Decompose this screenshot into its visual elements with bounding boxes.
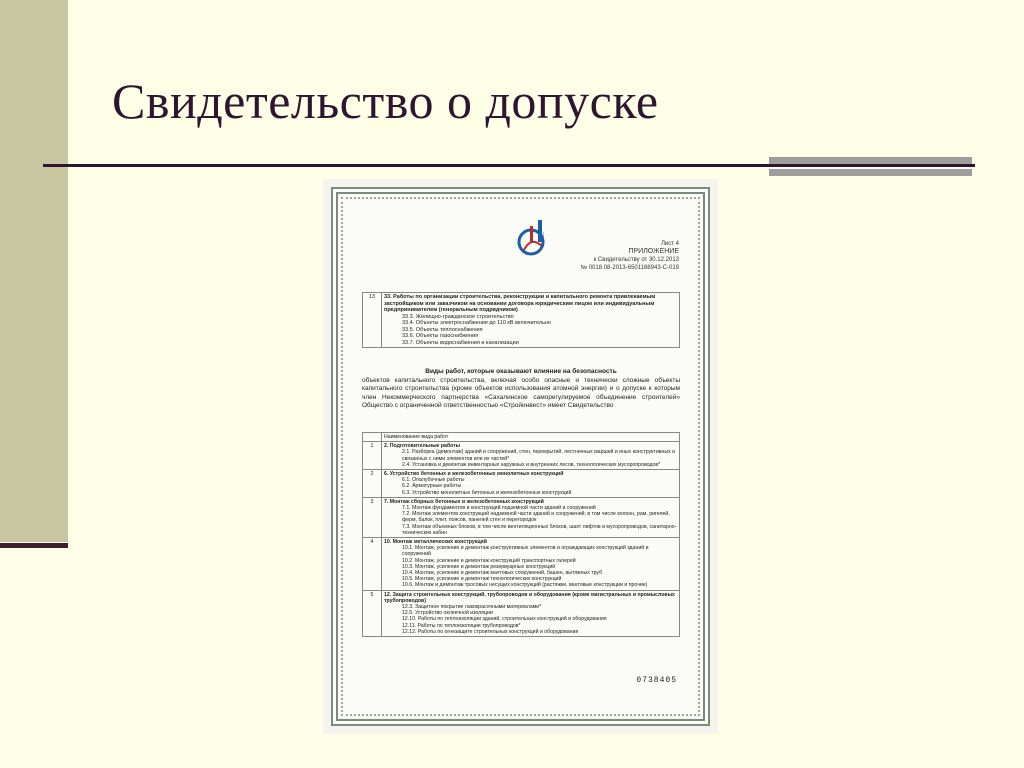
title-rule-grey-top <box>769 157 972 164</box>
row-content <box>382 497 680 537</box>
logo-text: СЕРОС <box>540 231 545 246</box>
row-item: 33.6. Объекты газоснабжения <box>402 333 479 339</box>
title-rule-grey-bottom <box>769 169 972 176</box>
cert-date: к Свидетельству от 30.12.2013 <box>593 257 679 263</box>
left-decor-band <box>0 0 68 542</box>
row-title: 2. Подготовительные работы <box>384 443 461 450</box>
row-item: 2.4. Установка и демонтаж инвентарных наружных и внутренних лесов, технологических мусоропроводов* <box>402 461 661 468</box>
row-content <box>382 470 680 498</box>
slide-title: Свидетельство о допуске <box>112 73 659 129</box>
row-item: 7.3. Монтаж объемных блоков, в том числе вентиляционных блоков, шахт лифтов и мусоропроводов, санитарно-технических кабин <box>402 523 677 536</box>
works-table-1 <box>362 292 680 348</box>
row-number: 4 <box>363 538 382 591</box>
row-title: 12. Защита строительных конструкций, трубопроводов и оборудования (кроме магистральных и промысловых трубопроводов) <box>384 591 675 604</box>
row-item: 10.5. Монтаж, усиление и демонтаж технологических конструкций <box>402 576 562 583</box>
row-item: 6.1. Опалубочные работы <box>402 477 465 484</box>
row-item: 6.3. Устройство монолитных бетонных и железобетонных конструкций <box>402 489 572 496</box>
row-item: 33.3. Жилищно-гражданское строительство <box>402 313 514 320</box>
appendix-label: ПРИЛОЖЕНИЕ <box>628 248 679 255</box>
row-number: 5 <box>363 590 382 636</box>
row-number: 2 <box>363 470 382 498</box>
row-content <box>382 538 680 591</box>
safety-text: объектов капитального строительства, включая особо опасные и технически сложные объекты капитального строительства (кроме объектов использования атомной энергии) и о допуске к которым член Некоммерческого партнерства «Сахалинское саморегулируемое объединение строителей» Общество с ограниченной ответственностью «Стройинвест» имеет Свидетельство <box>362 376 680 409</box>
certificate-frame <box>331 187 710 726</box>
table-header-row <box>363 433 680 442</box>
row-item: 12.12. Работы по огнезащите строительных конструкций и оборудования <box>402 628 579 635</box>
row-number: 13 <box>363 293 382 348</box>
row-item: 10.1. Монтаж, усиление и демонтаж конструктивных элементов и ограждающих конструкций зданий и сооружений <box>402 545 649 558</box>
row-item: 7.1. Монтаж фундаментов и конструкций подземной части зданий и сооружений <box>402 505 596 512</box>
row-item: 10.2. Монтаж, усиление и демонтаж конструкций транспортных галерей <box>402 557 576 564</box>
row-title: 33. Работы по организации строительства, реконструкции и капитального ремонта привлекаемым застройщиком или заказчиком на основании договора юридическим лицом или индивидуальным предпринимателем (генеральным подрядчиком) <box>384 294 656 313</box>
certificate-image <box>323 179 718 734</box>
row-item: 12.10. Работы по теплоизоляции зданий, строительных конструкций и оборудования <box>402 616 607 623</box>
row-item: 33.7. Объекты водоснабжения и канализации <box>402 339 519 346</box>
cert-number: № 0018.08-2013-6501168943-С-019 <box>580 265 679 271</box>
row-item: 10.6. Монтаж и демонтаж тросовых несущих конструкций (растяжки, вантовые конструкции и прочие) <box>402 582 648 589</box>
row-item: 12.5. Устройство оклеечной изоляции <box>402 610 493 617</box>
row-title: 10. Монтаж металлических конструкций <box>384 539 487 546</box>
seros-logo-icon <box>516 216 550 258</box>
row-item: 6.2. Арматурные работы <box>402 483 462 490</box>
row-item: 10.3. Монтаж, усиление и демонтаж резервуарных конструкций <box>402 563 556 570</box>
row-item: 33.4. Объекты электроснабжения до 110 кВ включительно <box>402 320 552 326</box>
title-rule <box>43 164 975 167</box>
table-row <box>363 442 680 470</box>
table-row <box>363 538 680 591</box>
safety-heading: Виды работ, которые оказывают влияние на безопасность <box>425 368 617 375</box>
serial-number: 0738405 <box>636 676 677 685</box>
row-item: 33.5. Объекты теплоснабжения <box>402 326 483 333</box>
row-content <box>382 293 680 348</box>
safety-paragraph <box>362 368 680 411</box>
row-title: 7. Монтаж сборных бетонных и железобетонных конструкций <box>384 498 544 505</box>
row-item: 2.1. Разборка (демонтаж) зданий и сооружений, стен, перекрытий, лестничных маршей и иных конструктивных и связанных с ними элементов или их частей* <box>402 449 676 462</box>
row-title: 6. Устройство бетонных и железобетонных монолитных конструкций <box>384 471 564 478</box>
appendix-header <box>581 240 679 272</box>
row-item: 12.11. Работы по теплоизоляции трубопроводов* <box>402 622 521 629</box>
table-row <box>363 590 680 636</box>
table-row <box>363 497 680 537</box>
row-item: 7.2. Монтаж элементов конструкций надземной части зданий и сооружений, в том числе колонн, рам, ригелей, ферм, балок, плит, поясов, панелей стен и перегородок <box>402 511 670 524</box>
table-row <box>363 293 680 348</box>
certificate-content <box>354 208 687 705</box>
row-number: 1 <box>363 442 382 470</box>
row-number: 3 <box>363 497 382 537</box>
table-row <box>363 470 680 498</box>
row-item: 10.4. Монтаж, усиление и демонтаж мачтовых сооружений, башен, вытяжных труб <box>402 570 603 577</box>
row-content <box>382 442 680 470</box>
sheet-label: Лист 4 <box>660 241 679 247</box>
left-decor-rule <box>0 543 68 548</box>
row-content <box>382 590 680 636</box>
row-item: 12.3. Защитное покрытие лакокрасочными материалами* <box>402 604 542 611</box>
works-table-2 <box>362 432 680 637</box>
column-header: Наименование вида работ <box>382 433 680 442</box>
